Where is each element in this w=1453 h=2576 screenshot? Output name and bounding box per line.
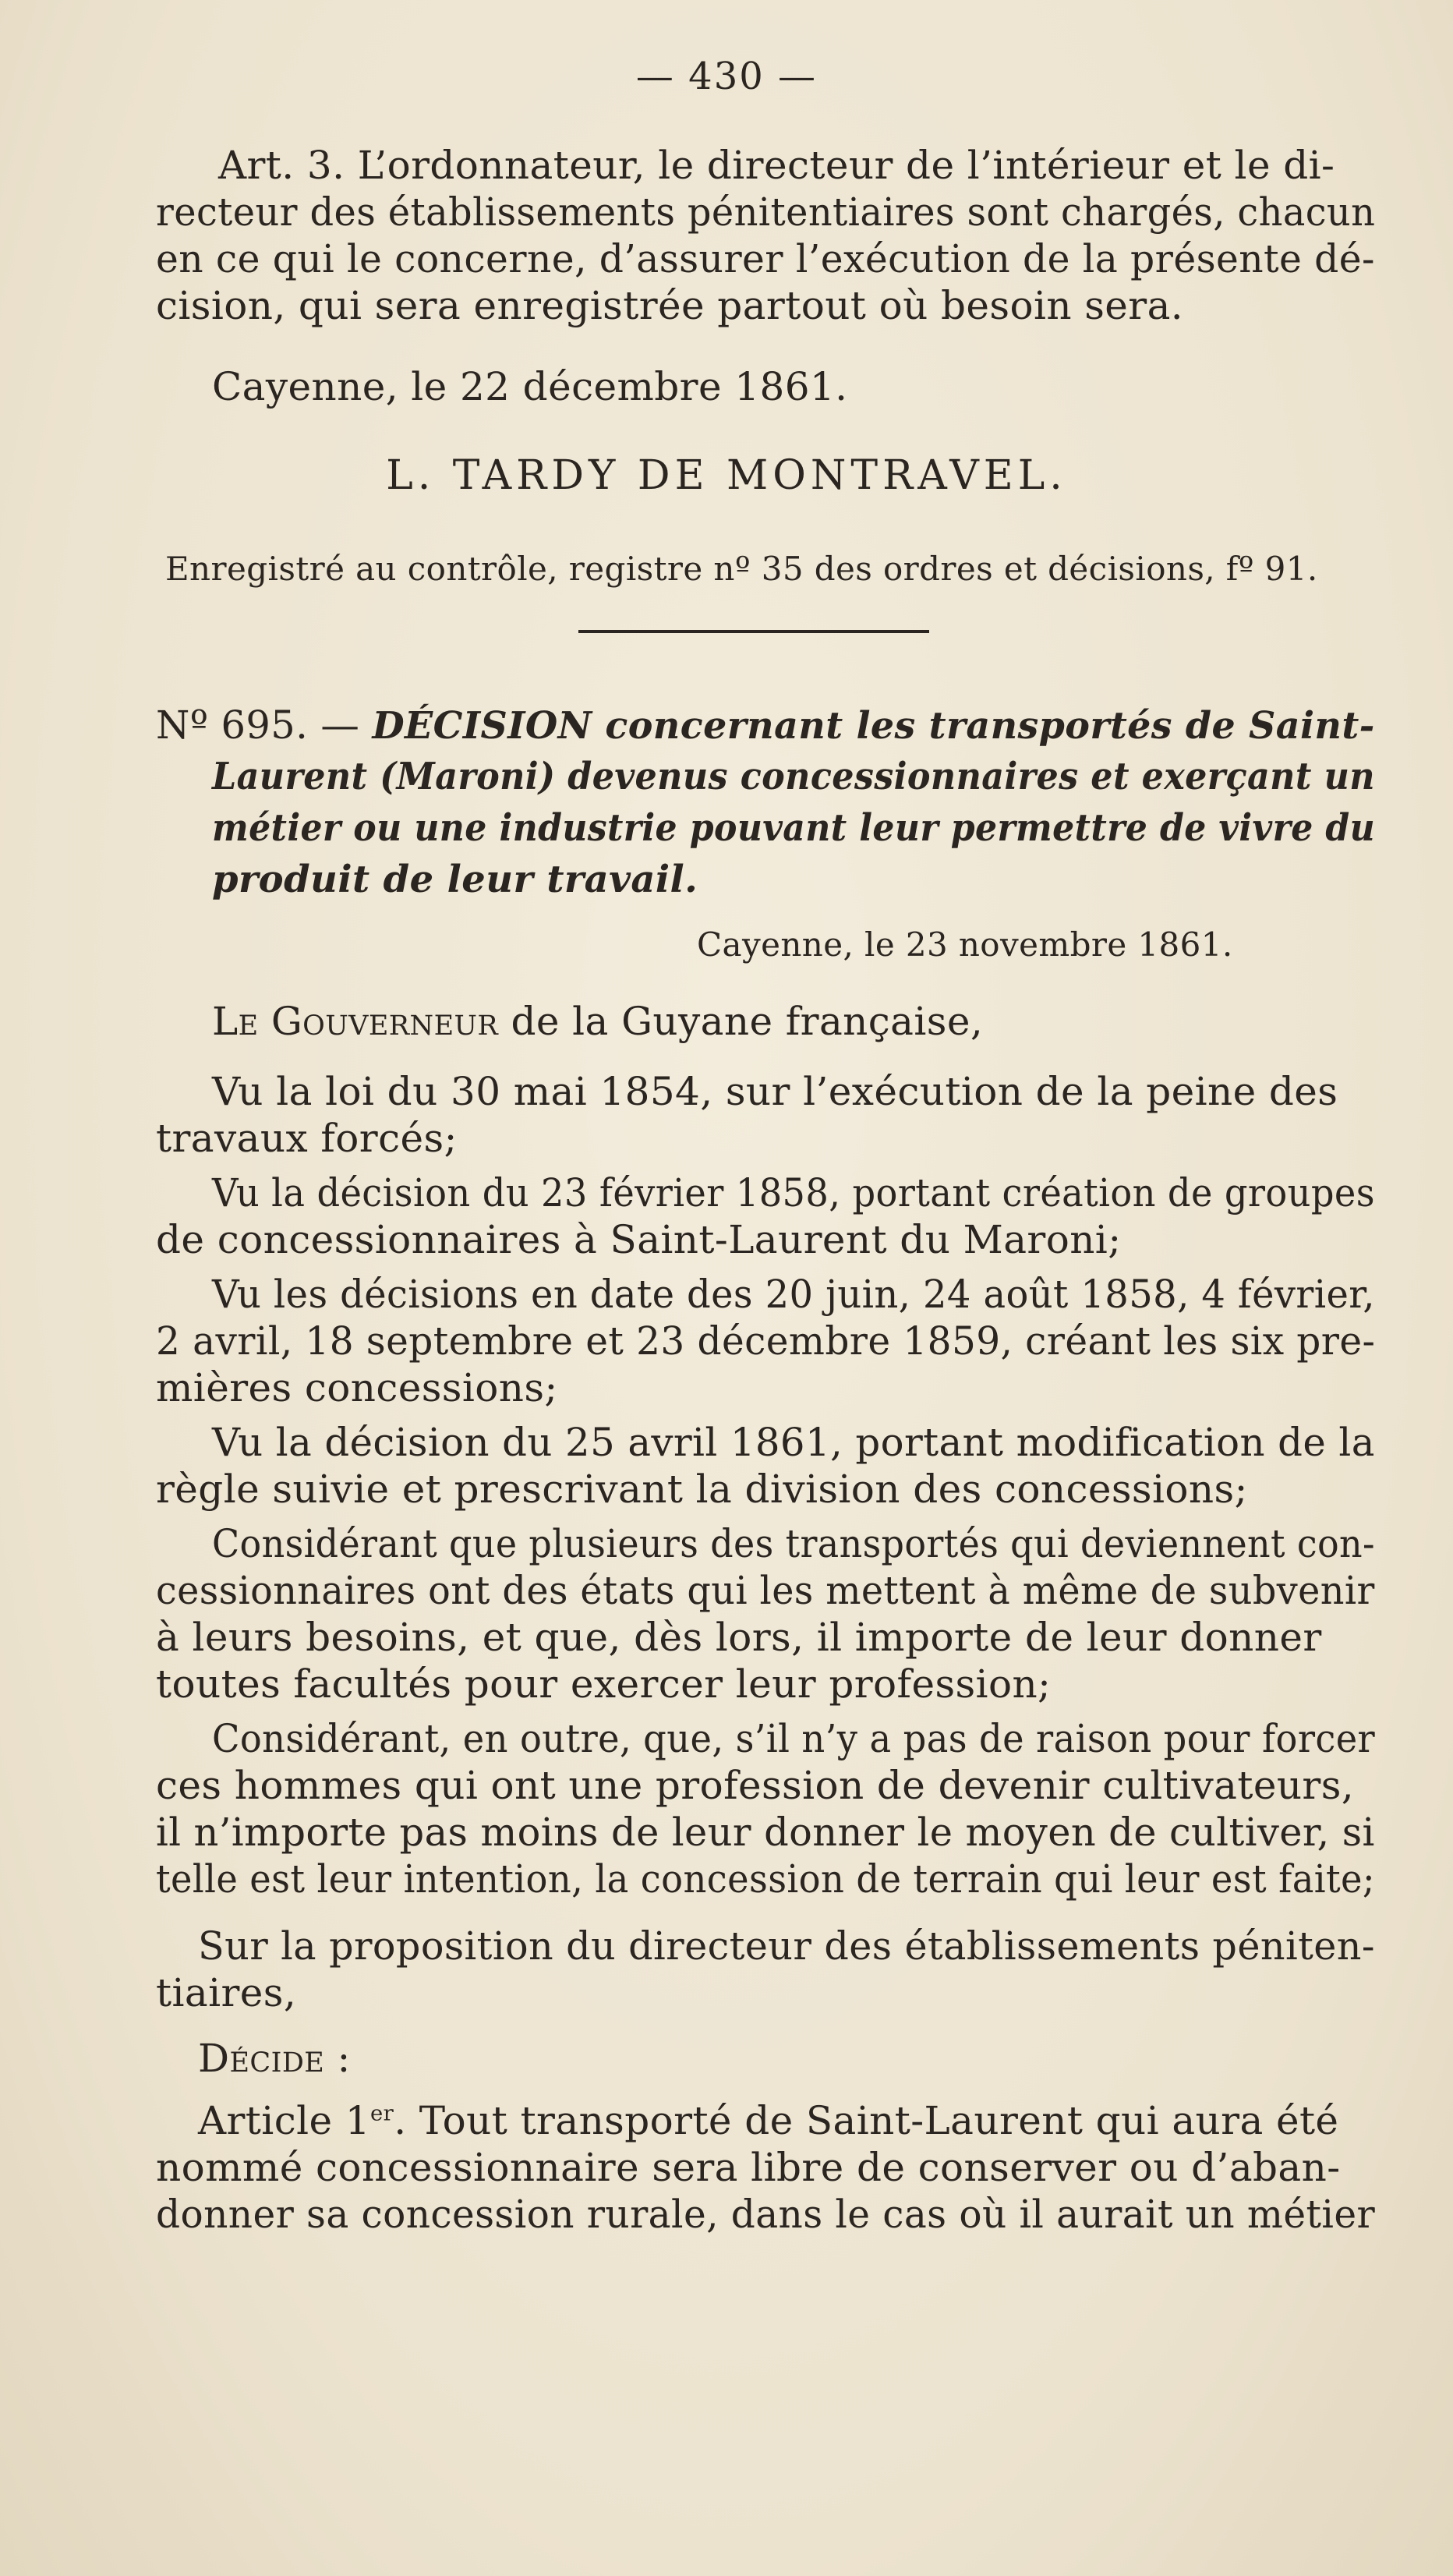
article1-line-2: nommé concessionnaire sera libre de conserver ou d’aban- [156,2145,1341,2190]
decision-title-line-3: métier ou une industrie pouvant leur permettre de vivre du [212,806,1376,850]
place-date-2: Cayenne, le 23 novembre 1861. [697,925,1233,964]
body-line-13: toutes facultés pour exercer leur profession; [156,1661,1052,1707]
governor-line [212,998,983,1045]
registration-note: Enregistré au contrôle, registre nº 35 des ordres et décisions, fº 91. [165,550,1318,588]
article1-line-3: donner sa concession rurale, dans le cas où il aurait un métier [156,2192,1376,2237]
body-line-10: Considérant que plusieurs des transportés qui deviennent con- [212,1521,1375,1566]
art3-line-1: Art. 3. L’ordonnateur, le directeur de l’intérieur et le di- [218,143,1335,188]
section-divider [578,630,929,633]
body-line-1: Vu la loi du 30 mai 1854, sur l’exécution de la peine des [212,1069,1338,1114]
body-line-18: Sur la proposition du directeur des établissements péniten- [198,1923,1375,1969]
governor-rest: de la Guyane française, [498,999,984,1044]
article1-superscript: er [369,2100,394,2126]
decision-title-line-2: Laurent (Maroni) devenus concessionnaires et exerçant un [212,755,1375,798]
decide-heading: Décide : [198,2036,351,2081]
article1-line-1 [198,2097,1338,2144]
body-line-6: 2 avril, 18 septembre et 23 décembre 1859, créant les six pre- [156,1318,1376,1364]
body-line-15: ces hommes qui ont une profession de devenir cultivateurs, [156,1763,1355,1808]
place-date-1: Cayenne, le 22 décembre 1861. [212,364,848,409]
body-line-16: il n’importe pas moins de leur donner le moyen de cultiver, si [156,1810,1375,1855]
body-line-8: Vu la décision du 25 avril 1861, portant modification de la [212,1420,1375,1465]
decision-title-line-4: produit de leur travail. [212,858,698,901]
decision-title-line-1: DÉCISION concernant les transportés de Saint- [372,704,1375,748]
art3-line-4: cision, qui sera enregistrée partout où besoin sera. [156,283,1184,328]
decision-header-line-1 [156,702,1375,749]
body-line-9: règle suivie et prescrivant la division des concessions; [156,1467,1248,1512]
body-line-2: travaux forcés; [156,1116,458,1161]
body-line-12: à leurs besoins, et que, dès lors, il importe de leur donner [156,1615,1322,1660]
decision-number: Nº 695. — [156,702,360,748]
body-line-3: Vu la décision du 23 février 1858, portant création de groupes [212,1170,1375,1215]
signature: L. TARDY DE MONTRAVEL. [386,452,1067,499]
body-line-11: cessionnaires ont des états qui les mettent à même de subvenir [156,1568,1375,1613]
governor-title: Le Gouverneur [212,999,499,1044]
body-line-19: tiaires, [156,1970,297,2015]
body-line-17: telle est leur intention, la concession de terrain qui leur est faite; [156,1856,1375,1902]
page-number: — 430 — [635,55,818,98]
article1-start: Article 1 [198,2098,370,2143]
art3-line-3: en ce qui le concerne, d’assurer l’exécution de la présente dé- [156,236,1375,281]
body-line-14: Considérant, en outre, que, s’il n’y a pas de raison pour forcer [212,1716,1376,1761]
article1-rest: . Tout transporté de Saint-Laurent qui aura été [394,2098,1339,2143]
art3-line-2: recteur des établissements pénitentiaires sont chargés, chacun [156,189,1376,235]
body-line-7: mières concessions; [156,1365,558,1410]
body-line-4: de concessionnaires à Saint-Laurent du Maroni; [156,1217,1122,1262]
body-line-5: Vu les décisions en date des 20 juin, 24 août 1858, 4 février, [212,1272,1375,1317]
